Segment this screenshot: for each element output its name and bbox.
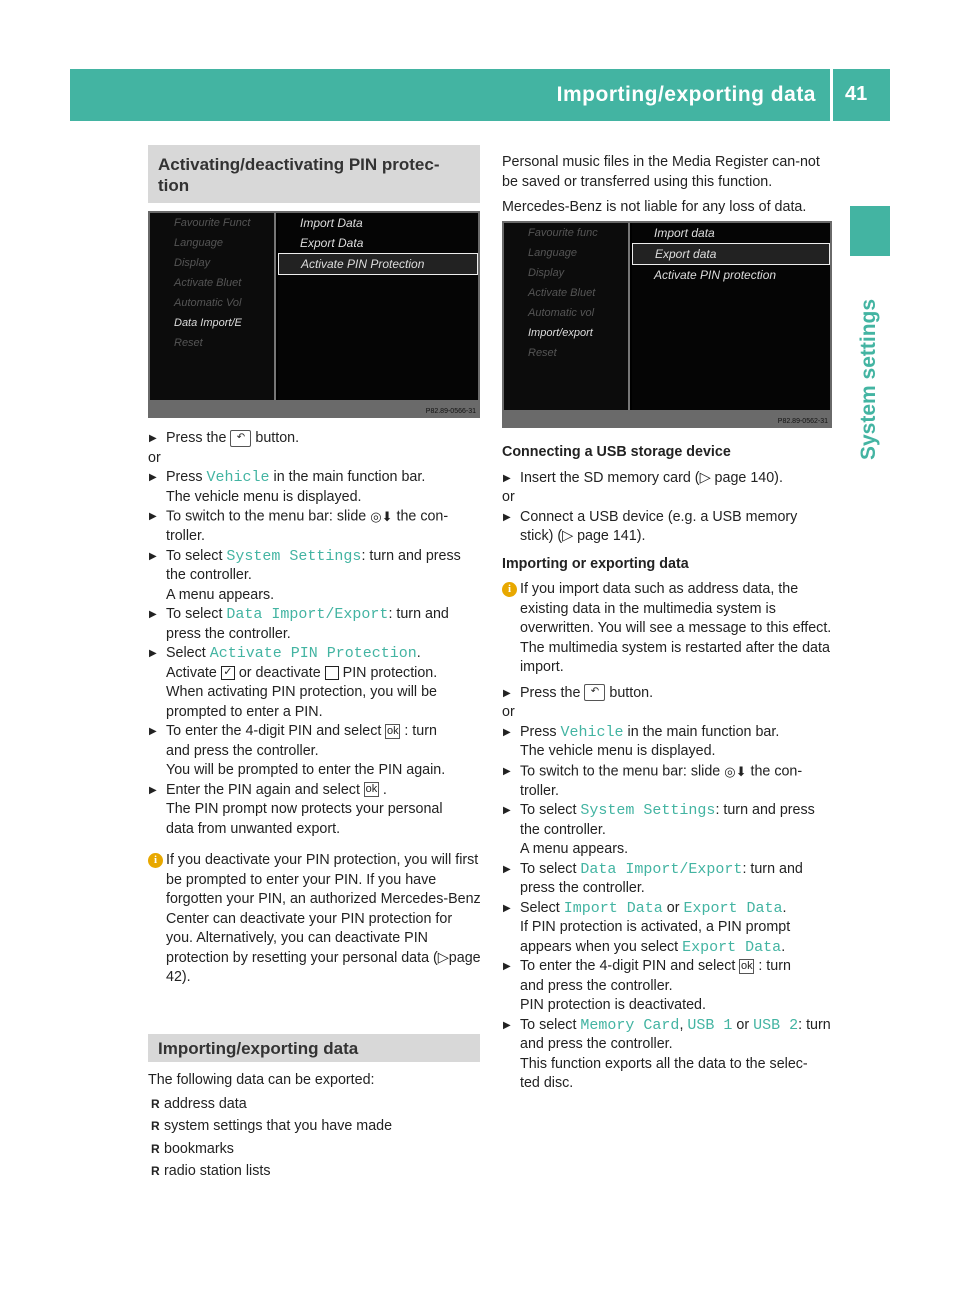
side-tab bbox=[850, 206, 890, 256]
step-result: This function exports all the data to the selec- bbox=[520, 1055, 808, 1072]
step: ▶ To select Memory Card, USB 1 or USB 2: turn bbox=[502, 1016, 836, 1036]
list-item: R bookmarks bbox=[148, 1140, 482, 1160]
menu-item: Reset bbox=[528, 347, 557, 359]
page-ref-arrow-icon: ▷ bbox=[562, 528, 574, 544]
or-text: or bbox=[502, 489, 515, 505]
ok-icon: ok bbox=[365, 783, 378, 796]
info-note: i If you deactivate your PIN protection, you will first be prompted to enter your PIN. If you have forgotten your PIN, an authorized Mercedes-Benz Center can deactivate your PIN protection for you. Alternatively, you can deactivate PIN protection by resetting your personal data (▷page 42). bbox=[148, 851, 482, 988]
step-result: The vehicle menu is displayed. bbox=[520, 743, 716, 759]
step-result: You will be prompted to enter the PIN again. bbox=[166, 762, 446, 779]
step-cont: When activating PIN protection, you will be bbox=[166, 684, 437, 701]
ok-icon: ok bbox=[387, 724, 399, 737]
step-cont: troller. bbox=[166, 528, 205, 545]
step-cont: troller. bbox=[520, 782, 559, 799]
list-item: R system settings that you have made bbox=[148, 1117, 482, 1137]
step: ▶ Press Vehicle in the main function bar. bbox=[502, 723, 836, 743]
step-cont: the controller. bbox=[520, 821, 606, 838]
step: ▶ Connect a USB device (e.g. a USB memory bbox=[502, 508, 836, 528]
step: ▶ Insert the SD memory card (▷ page 140). bbox=[502, 469, 836, 489]
shot-right-menu bbox=[278, 213, 478, 400]
or-text: or bbox=[502, 704, 515, 720]
step: ▶ Select Activate PIN Protection. bbox=[148, 644, 482, 664]
subheading: Importing or exporting data bbox=[502, 555, 689, 572]
step-cont: and press the controller. bbox=[520, 977, 673, 994]
info-icon: i bbox=[148, 853, 163, 868]
shot-left-menu bbox=[504, 223, 630, 410]
ok-icon: ok bbox=[741, 959, 753, 972]
menu-item: Import data bbox=[654, 226, 715, 240]
right-intro bbox=[502, 153, 834, 218]
list-item: R radio station lists bbox=[148, 1162, 482, 1182]
step-cont: press the controller. bbox=[166, 625, 291, 642]
step: ▶ To enter the 4-digit PIN and select ok : turn bbox=[148, 722, 482, 742]
export-intro: The following data can be exported: bbox=[148, 1072, 375, 1088]
page-ref-arrow-icon: ▷ bbox=[699, 469, 711, 486]
image-code: P82.89-0566-31 bbox=[425, 408, 476, 415]
menu-item-selected: Activate PIN Protection bbox=[278, 253, 478, 275]
menu-item-selected: Export data bbox=[632, 243, 830, 265]
step: ▶ To switch to the menu bar: slide ◎⬇ the con- bbox=[148, 507, 482, 527]
paragraph: Mercedes-Benz is not liable for any loss of data. bbox=[502, 199, 807, 215]
menu-item: Export Data bbox=[300, 236, 364, 250]
step-cont: prompted to enter a PIN. bbox=[166, 703, 323, 720]
menu-item: Language bbox=[528, 247, 577, 259]
or-text: or bbox=[148, 449, 161, 466]
header-bar bbox=[70, 69, 830, 121]
step-result: ted disc. bbox=[520, 1075, 574, 1092]
step-cont: and press the controller. bbox=[520, 1036, 673, 1053]
section-title-import-export: Importing/exporting data bbox=[148, 1034, 480, 1062]
step-result: data from unwanted export. bbox=[166, 820, 341, 837]
step: ▶ To select System Settings: turn and press bbox=[502, 801, 836, 821]
menu-item: Favourite func bbox=[528, 227, 598, 239]
subheading: Connecting a USB storage device bbox=[502, 444, 731, 460]
menu-item: Reset bbox=[174, 337, 203, 349]
shot-left-menu bbox=[150, 213, 276, 400]
controller-slide-icon: ◎⬇ bbox=[370, 509, 393, 524]
step-cont: and press the controller. bbox=[166, 742, 319, 759]
car-back-icon: ↶ bbox=[584, 684, 605, 701]
paragraph: Personal music files in the Media Register can-not be saved or transferred using this function. bbox=[502, 154, 820, 190]
image-code: P82.89-0562-31 bbox=[777, 418, 828, 425]
checkbox-checked-icon: ✓ bbox=[221, 666, 235, 680]
section-title-pin bbox=[148, 145, 480, 203]
screenshot-pin-menu bbox=[148, 211, 480, 418]
menu-item: Activate Bluet bbox=[174, 277, 242, 289]
list-item: R address data bbox=[148, 1095, 482, 1115]
header-title: Importing/exporting data bbox=[556, 83, 816, 106]
step: ▶ Press the ↶ button. bbox=[148, 429, 482, 449]
controller-slide-icon: ◎⬇ bbox=[724, 763, 747, 779]
step-cont: stick) (▷ page 141). bbox=[520, 528, 646, 544]
section-title-line: Activating/deactivating PIN protec- bbox=[158, 155, 440, 174]
step: ▶ Select Import Data or Export Data. bbox=[502, 899, 836, 919]
info-note: i If you import data such as address data, the existing data in the multimedia system is overwritten. You will see a message to this effect. The multimedia system is restarted after the data import. bbox=[502, 580, 836, 678]
page-number: 41 bbox=[845, 83, 868, 105]
step-result: A menu appears. bbox=[520, 841, 629, 858]
menu-item: Favourite Funct bbox=[174, 217, 251, 229]
step: ▶ To switch to the menu bar: slide ◎⬇ the con- bbox=[502, 762, 836, 782]
menu-item-active: Data Import/E bbox=[174, 317, 242, 329]
screenshot-import-export-menu bbox=[502, 221, 832, 428]
step: ▶ To select Data Import/Export: turn and bbox=[502, 860, 836, 880]
export-list-block bbox=[148, 1071, 482, 1185]
menu-item-active: Import/export bbox=[528, 327, 593, 339]
page-number-box bbox=[833, 69, 890, 121]
info-icon: i bbox=[502, 582, 517, 597]
step: ▶ Press Vehicle in the main function bar. bbox=[148, 468, 482, 488]
menu-item: Import Data bbox=[300, 216, 363, 230]
left-column bbox=[148, 429, 482, 988]
menu-item: Automatic vol bbox=[528, 307, 595, 319]
menu-item: Activate PIN protection bbox=[654, 268, 777, 282]
step: ▶ To select System Settings: turn and press bbox=[148, 547, 482, 567]
step-cont: appears when you select Export Data. bbox=[520, 938, 786, 956]
step: ▶ To select Data Import/Export: turn and bbox=[148, 605, 482, 625]
step: ▶ Press the ↶ button. bbox=[502, 684, 836, 704]
step-cont: press the controller. bbox=[520, 880, 645, 897]
car-back-icon: ↶ bbox=[230, 430, 251, 447]
menu-item: Activate Bluet bbox=[528, 287, 596, 299]
step-result: The vehicle menu is displayed. bbox=[166, 488, 362, 505]
page-ref-arrow-icon: ▷ bbox=[437, 949, 449, 966]
step-cont: If PIN protection is activated, a PIN prompt bbox=[520, 919, 791, 936]
right-column bbox=[502, 439, 836, 1094]
section-title-line: tion bbox=[158, 176, 190, 195]
step-result: The PIN prompt now protects your personal bbox=[166, 801, 443, 818]
step: ▶ Enter the PIN again and select ok . bbox=[148, 781, 482, 801]
menu-item: Automatic Vol bbox=[174, 297, 242, 309]
shot-right-menu bbox=[632, 223, 830, 410]
step-cont: the controller. bbox=[166, 567, 252, 584]
menu-item: Display bbox=[528, 267, 565, 279]
checkbox-empty-icon bbox=[325, 666, 339, 680]
menu-item: Language bbox=[174, 237, 223, 249]
step-result: PIN protection is deactivated. bbox=[520, 997, 706, 1014]
menu-item: Display bbox=[174, 257, 211, 269]
step-result: A menu appears. bbox=[166, 586, 275, 603]
side-label: System settings bbox=[857, 298, 880, 460]
step: ▶ To enter the 4-digit PIN and select ok : turn bbox=[502, 957, 836, 977]
step-cont: Activate ✓ or deactivate PIN protection. bbox=[166, 664, 438, 681]
